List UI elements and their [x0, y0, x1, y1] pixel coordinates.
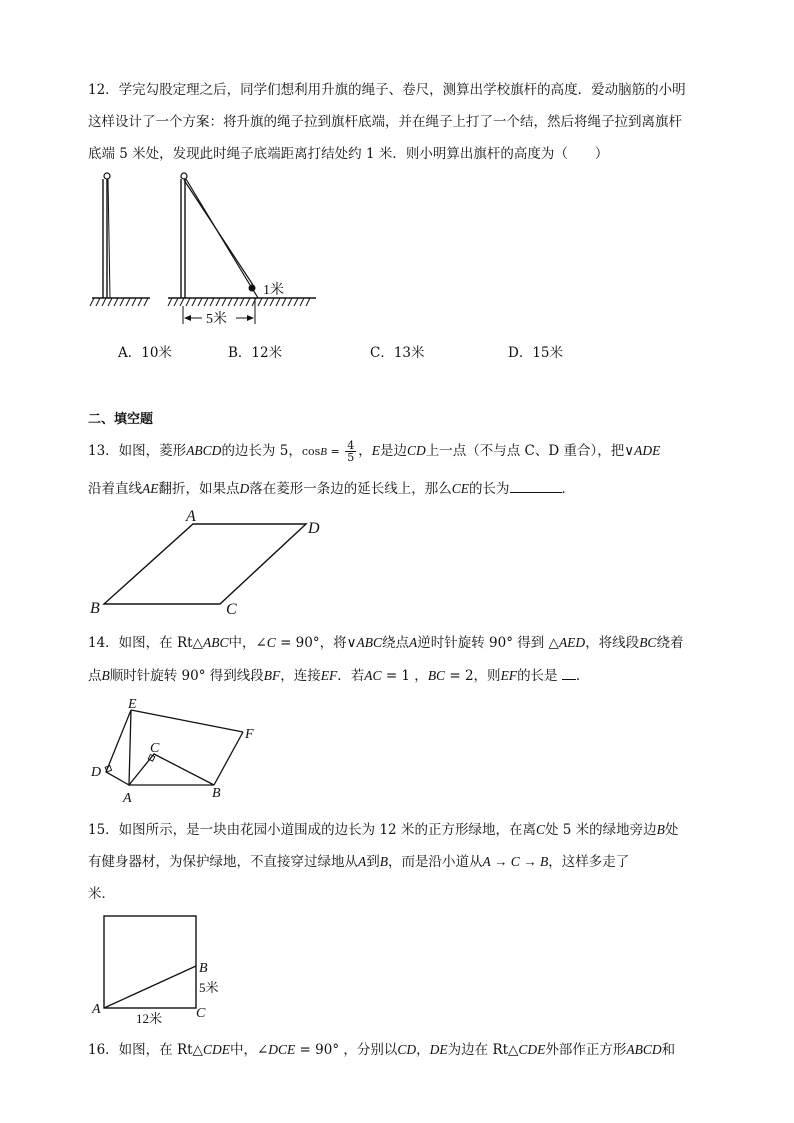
answer-blank-14[interactable]: [562, 665, 576, 680]
q14-line-2: 点B顺时针旋转 90° 得到线段BF，连接EF．若AC = 1 ，BC = 2，则EF的长是 ．: [88, 665, 589, 686]
q12-line-3: 底端 5 米处，发现此时绳子底端距离打结处约 1 米．则小明算出旗杆的高度为（ ）: [88, 146, 609, 162]
rhombus-figure: [88, 506, 328, 616]
point-d-label: D: [91, 765, 102, 780]
garden-5m-label: 5米: [199, 980, 219, 995]
rhombus-label-b: B: [90, 600, 100, 616]
garden-point-b-label: B: [199, 961, 208, 976]
rhombus-label-c: C: [226, 601, 237, 616]
garden-point-c-label: C: [196, 1006, 206, 1021]
point-b-label: B: [212, 786, 221, 801]
q15-line-3: 米．: [88, 886, 115, 902]
q12-line-1: 12．学完勾股定理之后，同学们想利用升旗的绳子、卷尺，测算出学校旗杆的高度．爱动脑筋的小明: [88, 82, 686, 98]
rotation-figure: [88, 696, 268, 806]
rhombus-label-a: A: [186, 508, 196, 525]
q15-line-2: 有健身器材，为保护绿地，不直接穿过绿地从A到B，而是沿小道从A → C → B，这样多走了: [88, 854, 630, 870]
q12-line-2: 这样设计了一个方案：将升旗的绳子拉到旗杆底端，并在绳子上打了一个结，然后将绳子拉到离旗杆: [88, 114, 682, 130]
fraction-4-5: $\frac{4}{5}$: [347, 439, 355, 464]
rhombus-label-d: D: [308, 520, 320, 537]
point-c-label: C: [150, 741, 160, 756]
point-f-label: F: [245, 727, 254, 742]
q13-line-1: 13．如图，菱形ABCD的边长为 5，cosB = $\frac{4}{5}$ ，E是边CD上一点（不与点 C、D 重合），把∨ADE: [88, 439, 661, 464]
option-b[interactable]: B．12米: [228, 345, 283, 361]
option-d[interactable]: D．15米: [508, 345, 564, 361]
q15-line-1: 15．如图所示，是一块由花园小道围成的边长为 12 米的正方形绿地，在离C处 5 米的绿地旁边B处: [88, 822, 679, 838]
point-e-label: E: [128, 697, 137, 712]
option-a[interactable]: A．10米: [118, 345, 172, 361]
q13-line-2: 沿着直线AE翻折，如果点D落在菱形一条边的延长线上，那么CE的长为 ．: [88, 478, 575, 499]
q16-line-1: 16．如图，在 Rt△CDE中，∠DCE = 90° ，分别以CD，DE为边在 Rt△CDE外部作正方形ABCD和: [88, 1042, 676, 1058]
garden-12m-label: 12米: [136, 1011, 163, 1025]
square-garden-figure: [88, 910, 228, 1025]
option-c[interactable]: C．13米: [370, 345, 425, 361]
q14-line-1: 14．如图，在 Rt△ABC中，∠C = 90°，将∨ABC绕点A逆时针旋转 90° 得到 △AED，将线段BC绕着: [88, 635, 684, 651]
flagpole-figure: [88, 170, 328, 330]
rope-1m-label: 1米: [263, 283, 284, 298]
answer-blank-13[interactable]: [510, 478, 562, 493]
section-title: 二、填空题: [88, 412, 154, 427]
garden-point-a-label: A: [92, 1002, 101, 1017]
distance-5m-label: 5米: [206, 312, 227, 327]
point-a-label: A: [123, 791, 132, 806]
